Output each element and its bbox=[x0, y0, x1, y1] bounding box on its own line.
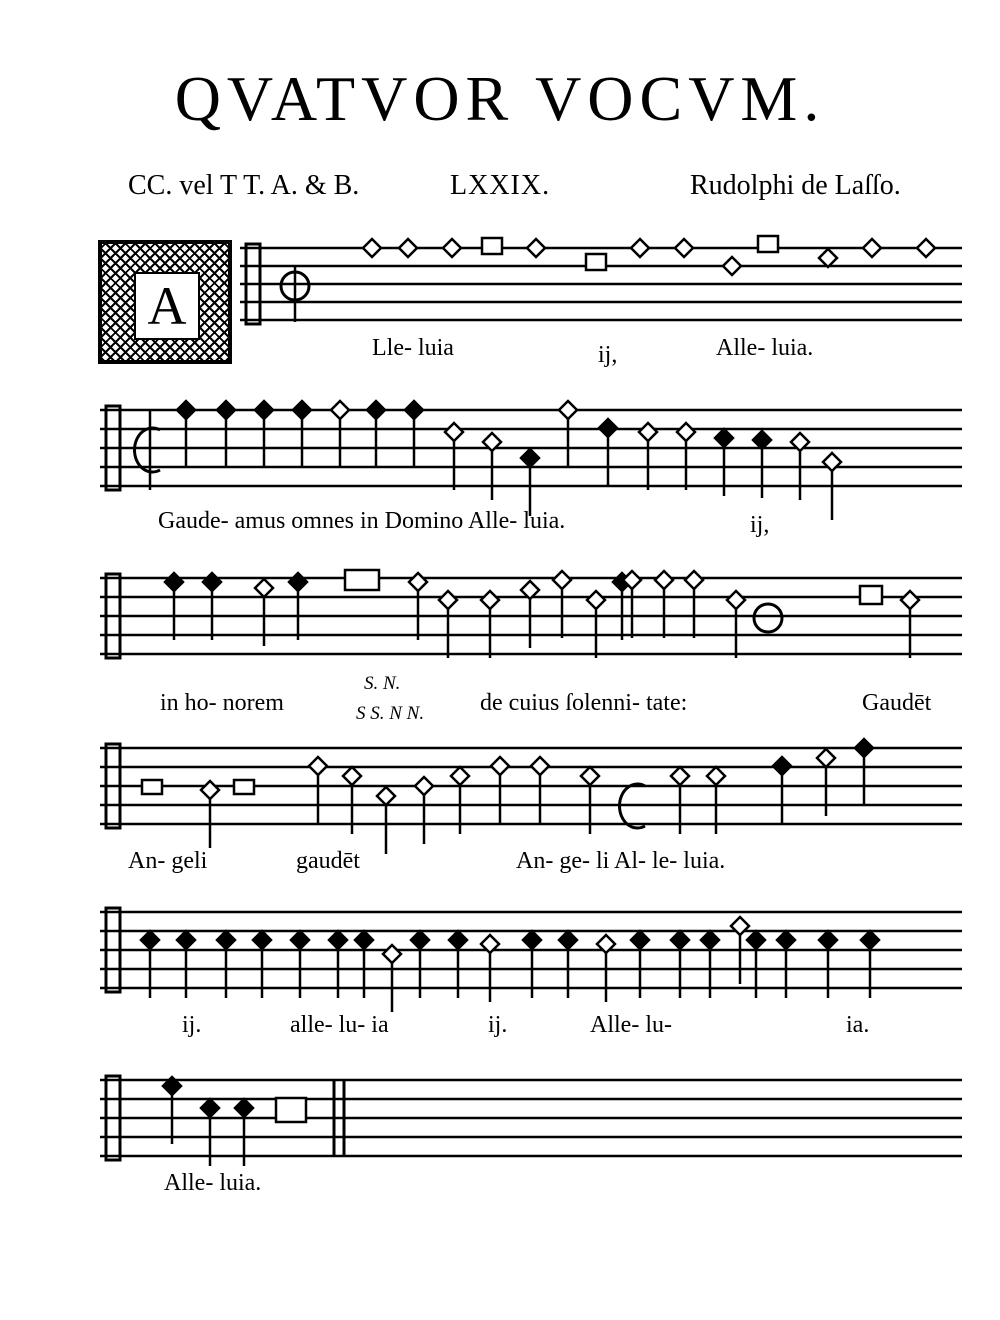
note-head-icon bbox=[753, 431, 771, 449]
note-head-icon bbox=[639, 423, 657, 441]
note-head-icon bbox=[445, 423, 463, 441]
note-head-icon bbox=[363, 239, 381, 257]
note-head-icon bbox=[343, 767, 361, 785]
note-head-icon bbox=[409, 573, 427, 591]
note-head-icon bbox=[531, 757, 549, 775]
note-head-icon bbox=[203, 573, 221, 591]
note-head-icon bbox=[329, 931, 347, 949]
voice-marks-bottom: S S. N N. bbox=[356, 703, 425, 724]
breve-icon bbox=[234, 780, 254, 794]
note-head-icon bbox=[863, 239, 881, 257]
note-head-icon bbox=[253, 931, 271, 949]
note-head-icon bbox=[399, 239, 417, 257]
note-head-icon bbox=[655, 571, 673, 589]
lyric-line2-a: Gaude- amus omnes in Domino Alle- luia. bbox=[158, 508, 566, 534]
note-head-icon bbox=[521, 449, 539, 467]
note-head-icon bbox=[587, 591, 605, 609]
breve-icon bbox=[345, 570, 379, 590]
note-head-icon bbox=[201, 1099, 219, 1117]
note-head-icon bbox=[141, 931, 159, 949]
note-head-icon bbox=[731, 917, 749, 935]
page-title: QVATVOR VOCVM. bbox=[174, 63, 826, 134]
note-head-icon bbox=[255, 579, 273, 597]
note-head-icon bbox=[701, 931, 719, 949]
mensuration-sign-icon bbox=[754, 604, 782, 632]
note-head-icon bbox=[559, 401, 577, 419]
note-head-icon bbox=[355, 931, 373, 949]
note-head-icon bbox=[235, 1099, 253, 1117]
note-head-icon bbox=[383, 945, 401, 963]
breve-icon bbox=[860, 586, 882, 604]
note-head-icon bbox=[217, 401, 235, 419]
note-head-icon bbox=[707, 767, 725, 785]
note-head-icon bbox=[671, 931, 689, 949]
note-head-icon bbox=[671, 767, 689, 785]
note-head-icon bbox=[377, 787, 395, 805]
note-head-icon bbox=[291, 931, 309, 949]
note-head-icon bbox=[631, 239, 649, 257]
note-head-icon bbox=[481, 591, 499, 609]
note-head-icon bbox=[367, 401, 385, 419]
note-head-icon bbox=[855, 739, 873, 757]
note-head-icon bbox=[449, 931, 467, 949]
note-head-icon bbox=[451, 767, 469, 785]
lyric-line5-a: ij. bbox=[182, 1012, 202, 1038]
note-head-icon bbox=[631, 931, 649, 949]
note-head-icon bbox=[581, 767, 599, 785]
lyric-line4-c: An- ge- li Al- le- luia. bbox=[516, 848, 726, 874]
note-head-icon bbox=[293, 401, 311, 419]
note-head-icon bbox=[177, 401, 195, 419]
note-head-icon bbox=[917, 239, 935, 257]
lyric-line1-b: ij, bbox=[598, 342, 618, 368]
piece-number: LXXIX. bbox=[450, 170, 551, 201]
breve-icon bbox=[482, 238, 502, 254]
note-head-icon bbox=[331, 401, 349, 419]
initial-letter: A bbox=[134, 272, 200, 340]
note-head-icon bbox=[217, 931, 235, 949]
breve-icon bbox=[586, 254, 606, 270]
lyric-line1-a: Lle- luia bbox=[372, 335, 454, 361]
note-head-icon bbox=[747, 931, 765, 949]
voice-marks-top: S. N. bbox=[364, 673, 401, 694]
lyric-line5-c: ij. bbox=[488, 1012, 508, 1038]
composer-name: Rudolphi de Laſſo. bbox=[690, 170, 901, 201]
note-head-icon bbox=[777, 931, 795, 949]
breve-icon bbox=[276, 1098, 306, 1122]
lyric-line5-b: alle- lu- ia bbox=[290, 1012, 389, 1038]
lyric-line6-a: Alle- luia. bbox=[164, 1170, 262, 1196]
lyric-line1-c: Alle- luia. bbox=[716, 335, 814, 361]
note-head-icon bbox=[819, 931, 837, 949]
note-head-icon bbox=[527, 239, 545, 257]
note-head-icon bbox=[677, 423, 695, 441]
lyric-line4-a: An- geli bbox=[128, 848, 208, 874]
mensuration-sign-icon bbox=[135, 428, 160, 472]
note-head-icon bbox=[439, 591, 457, 609]
lyric-line4-b: gaudēt bbox=[296, 848, 360, 874]
note-head-icon bbox=[675, 239, 693, 257]
note-head-icon bbox=[553, 571, 571, 589]
lyric-line2-b: ij, bbox=[750, 512, 770, 538]
breve-icon bbox=[758, 236, 778, 252]
note-head-icon bbox=[411, 931, 429, 949]
lyric-line3-b: de cuius ſolenni- tate: bbox=[480, 690, 688, 716]
note-head-icon bbox=[415, 777, 433, 795]
note-head-icon bbox=[201, 781, 219, 799]
note-head-icon bbox=[685, 571, 703, 589]
note-head-icon bbox=[559, 931, 577, 949]
note-head-icon bbox=[819, 249, 837, 267]
note-head-icon bbox=[715, 429, 733, 447]
note-head-icon bbox=[861, 931, 879, 949]
note-head-icon bbox=[255, 401, 273, 419]
note-head-icon bbox=[901, 591, 919, 609]
breve-icon bbox=[142, 780, 162, 794]
lyric-line3-a: in ho- norem bbox=[160, 690, 284, 716]
lyric-line5-e: ia. bbox=[846, 1012, 870, 1038]
note-head-icon bbox=[491, 757, 509, 775]
note-head-icon bbox=[727, 591, 745, 609]
note-head-icon bbox=[165, 573, 183, 591]
note-head-icon bbox=[817, 749, 835, 767]
note-head-icon bbox=[177, 931, 195, 949]
note-head-icon bbox=[599, 419, 617, 437]
note-head-icon bbox=[309, 757, 327, 775]
note-head-icon bbox=[773, 757, 791, 775]
note-head-icon bbox=[723, 257, 741, 275]
note-head-icon bbox=[523, 931, 541, 949]
lyric-line3-c: Gaudēt bbox=[862, 690, 932, 716]
lyric-line5-d: Alle- lu- bbox=[590, 1012, 672, 1038]
note-head-icon bbox=[405, 401, 423, 419]
voices-heading: CC. vel T T. A. & B. bbox=[128, 170, 360, 201]
note-head-icon bbox=[443, 239, 461, 257]
note-head-icon bbox=[289, 573, 307, 591]
note-head-icon bbox=[823, 453, 841, 471]
